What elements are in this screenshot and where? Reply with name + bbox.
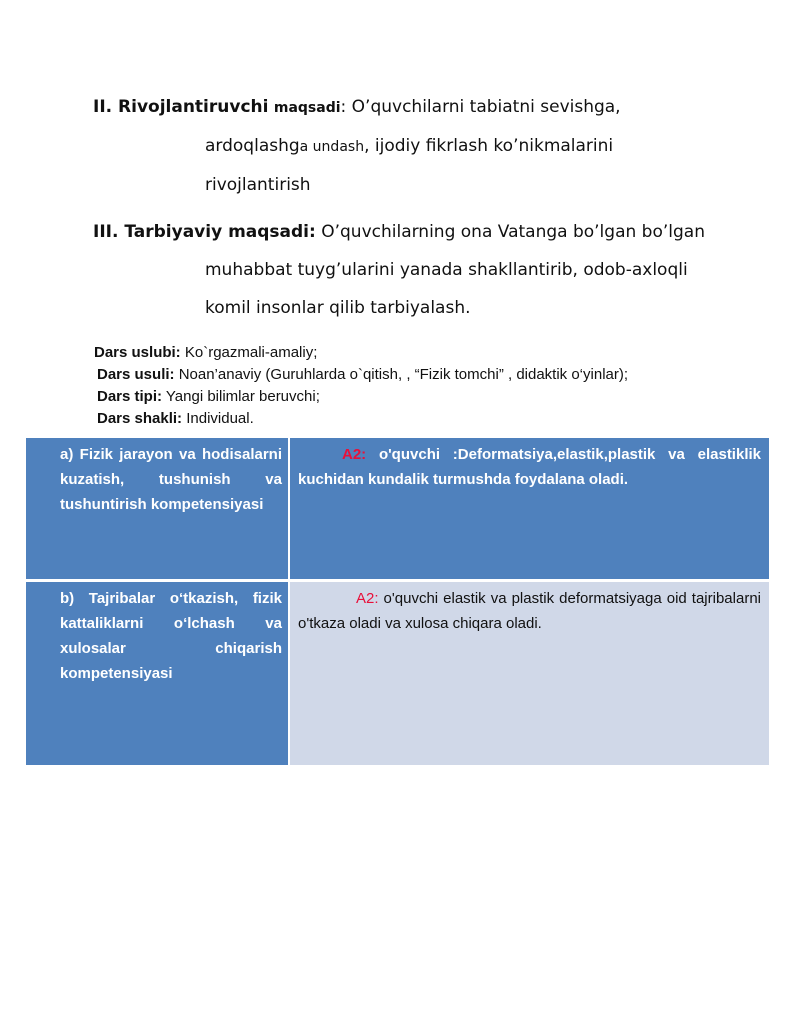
lesson-info-value: Yangi bilimlar beruvchi; (162, 388, 320, 405)
competency-outcome-cell (290, 582, 769, 765)
educational-goal-title: III. Tarbiyaviy maqsadi: (93, 222, 316, 242)
developmental-goal-text-2a: ardoqlashg (205, 136, 300, 156)
lesson-info (94, 342, 628, 430)
educational-goal-text-2: muhabbat tuyg’ularini yanada shakllantirib, odob-axloqli (205, 260, 688, 280)
educational-goal (93, 213, 753, 327)
developmental-goal-title-small: maqsadi (273, 100, 341, 116)
educational-goal-text-1: O’quvchilarning ona Vatanga bo’lgan bo’lgan (315, 222, 705, 242)
lesson-info-row (94, 386, 628, 408)
lesson-info-row (94, 408, 628, 430)
developmental-goal-text-1: : O’quvchilarni tabiatni sevishga, (340, 97, 621, 117)
competency-level: A2: (342, 446, 367, 463)
lesson-info-row (94, 364, 628, 386)
competency-outcome-cell (290, 438, 769, 579)
developmental-goal-title: II. Rivojlantiruvchi (93, 97, 269, 117)
lesson-info-row (94, 342, 628, 364)
developmental-goal-text-2c: , ijodiy fikrlash ko’nikmalarini (364, 136, 614, 156)
lesson-info-label: Dars uslubi: (94, 344, 181, 361)
competency-name-cell: b) Tajribalar o‘tkazish, fizik kattaliklarni o‘lchash va xulosalar chiqarish kompetensiyasi (26, 582, 288, 765)
competency-name-cell: a) Fizik jarayon va hodisalarni kuzatish, tushunish va tushuntirish kompetensiyasi (26, 438, 288, 579)
competency-outcome-text: o'quvchi :Deformatsiya,elastik,plastik va elastiklik kuchidan kundalik turmushda foydalana oladi. (298, 446, 761, 488)
lesson-info-label: Dars tipi: (97, 388, 163, 405)
developmental-goal-text-2b: a undash (299, 139, 365, 155)
lesson-info-value: Individual. (182, 410, 254, 427)
competency-level: A2: (356, 590, 379, 607)
competency-outcome-text: o'quvchi elastik va plastik deformatsiyaga oid tajribalarni o'tkaza oladi va xulosa chiqara oladi. (298, 590, 761, 632)
lesson-info-label: Dars usuli: (97, 366, 175, 383)
educational-goal-text-3: komil insonlar qilib tarbiyalash. (205, 298, 471, 318)
lesson-info-value: Ko`rgazmali-amaliy; (180, 344, 318, 361)
developmental-goal-text-3: rivojlantirish (205, 175, 311, 195)
lesson-info-label: Dars shakli: (97, 410, 183, 427)
lesson-info-value: Noan’anaviy (Guruhlarda o`qitish, , “Fizik tomchi” , didaktik o‘yinlar); (174, 366, 629, 383)
developmental-goal (93, 88, 753, 204)
